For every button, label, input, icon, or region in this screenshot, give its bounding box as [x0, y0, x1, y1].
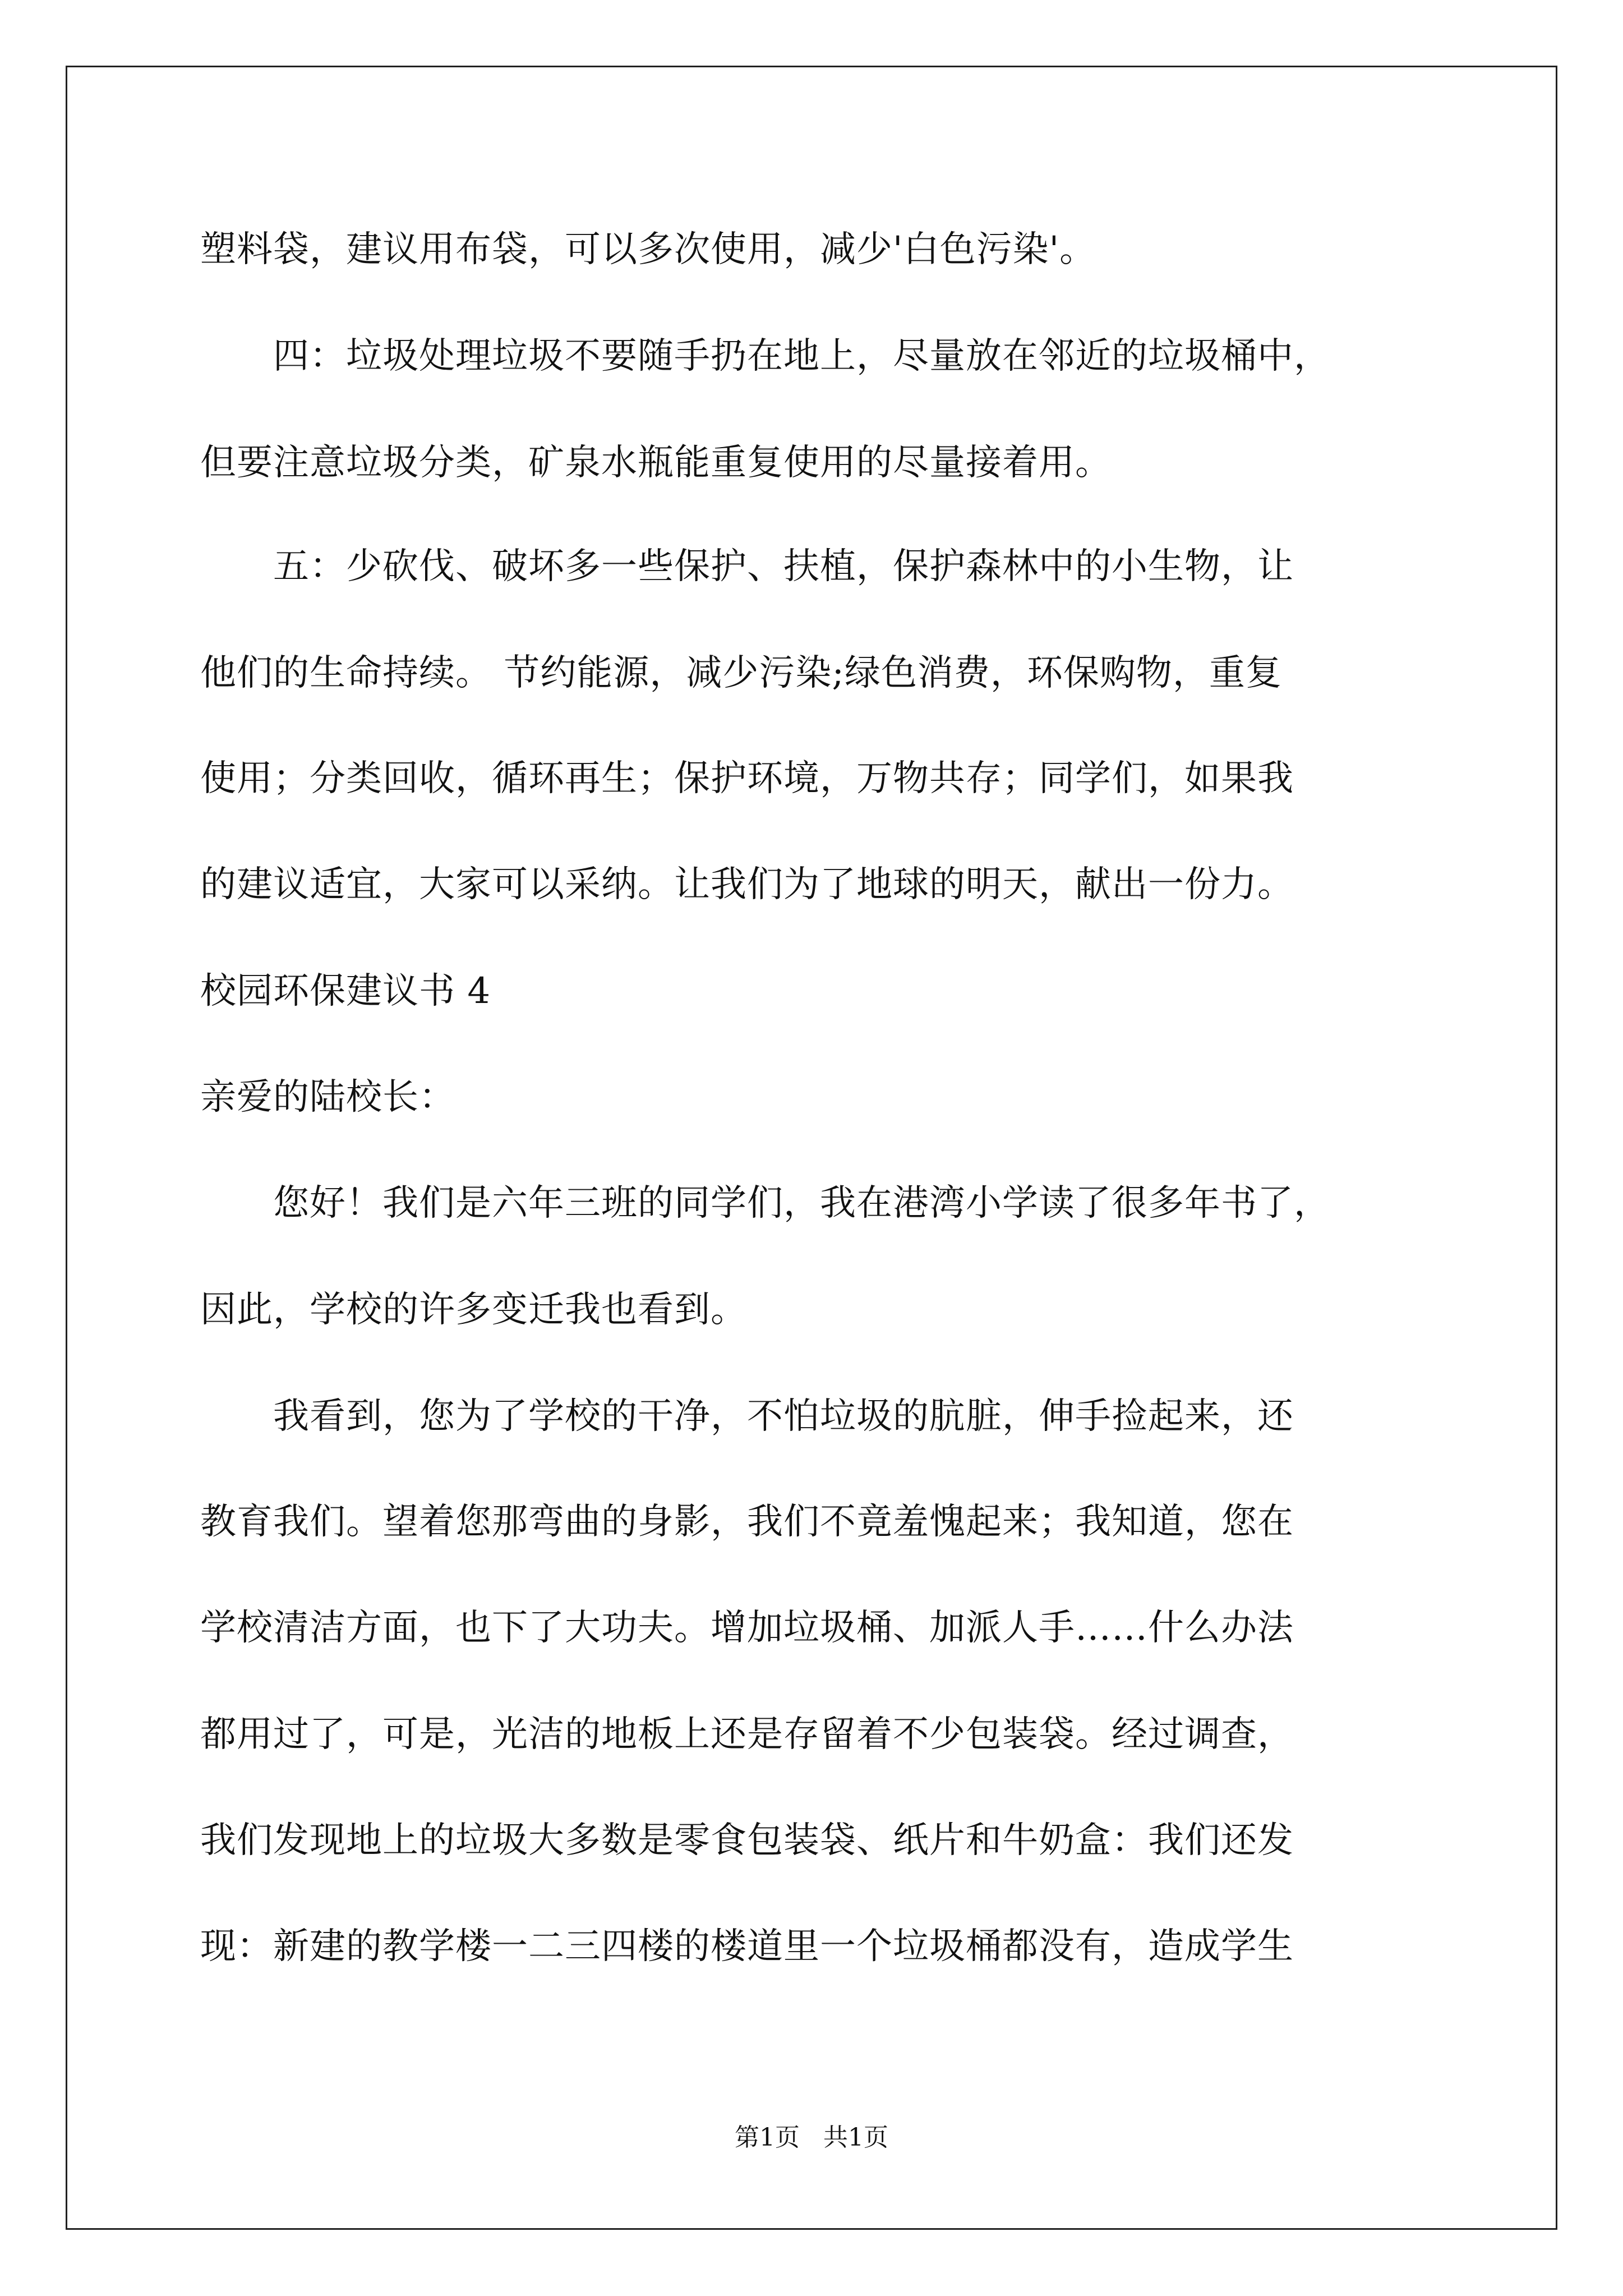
salutation: 亲爱的陆校长：	[200, 1076, 455, 1118]
page-footer: 第1页 共1页	[735, 2123, 888, 2152]
text-line: 都用过了，可是，光洁的地板上还是存留着不少包装袋。经过调查，	[200, 1714, 1294, 1755]
text-line: 我看到，您为了学校的干净，不怕垃圾的肮脏，伸手捡起来，还	[200, 1396, 1294, 1437]
text-line: 教育我们。望着您那弯曲的身影，我们不竟羞愧起来；我知道，您在	[200, 1501, 1294, 1543]
text-line: 您好！我们是六年三班的同学们，我在港湾小学读了很多年书了，	[200, 1182, 1330, 1224]
text-line: 因此，学校的许多变迁我也看到。	[200, 1289, 747, 1331]
text-line: 学校清洁方面，也下了大功夫。增加垃圾桶、加派人手……什么办法	[200, 1607, 1294, 1649]
section-heading: 校园环保建议书 4	[200, 970, 491, 1012]
text-line: 四：垃圾处理垃圾不要随手扔在地上，尽量放在邻近的垃圾桶中，	[200, 335, 1330, 377]
text-line: 现：新建的教学楼一二三四楼的楼道里一个垃圾桶都没有，造成学生	[200, 1926, 1294, 1967]
text-line: 但要注意垃圾分类，矿泉水瓶能重复使用的尽量接着用。	[200, 442, 1112, 484]
text-line: 塑料袋，建议用布袋，可以多次使用，减少'白色污染'。	[200, 229, 1096, 270]
text-line: 使用；分类回收，循环再生；保护环境，万物共存；同学们，如果我	[200, 758, 1294, 799]
page-border	[66, 66, 1557, 2230]
text-line: 我们发现地上的垃圾大多数是零食包装袋、纸片和牛奶盒：我们还发	[200, 1820, 1294, 1861]
text-line: 他们的生命持续。 节约能源，减少污染;绿色消费，环保购物，重复	[200, 652, 1282, 694]
text-line: 五：少砍伐、破坏多一些保护、扶植，保护森林中的小生物，让	[200, 546, 1294, 587]
text-line: 的建议适宜，大家可以采纳。让我们为了地球的明天，献出一份力。	[200, 864, 1294, 905]
